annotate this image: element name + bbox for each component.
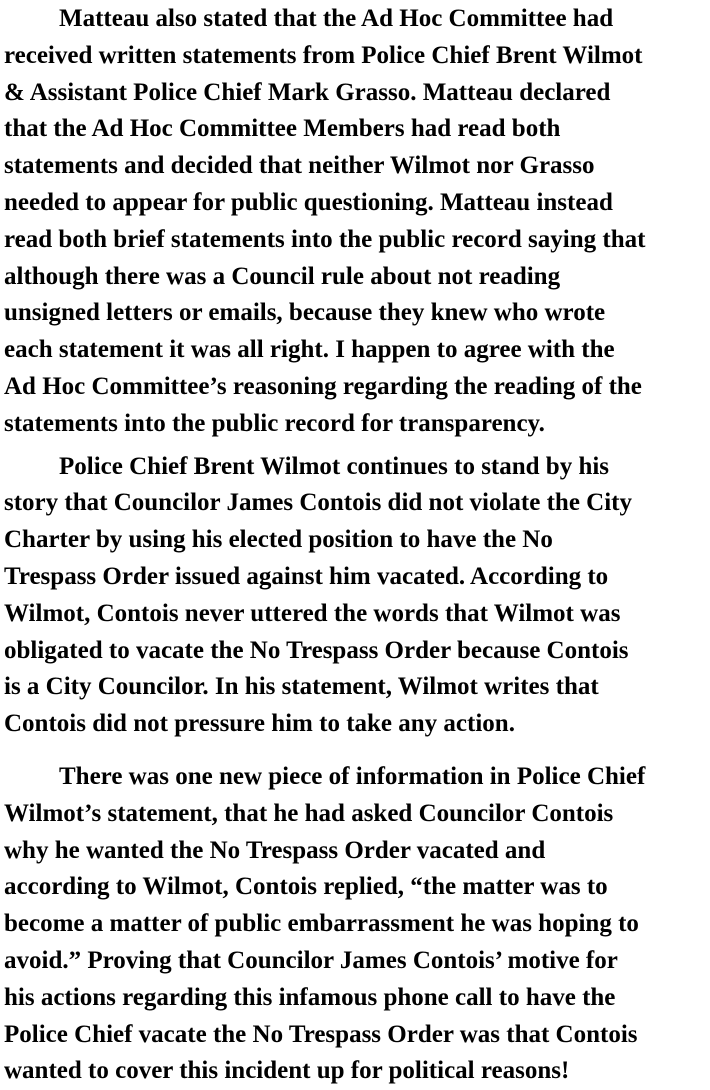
text-line: Wilmot’s statement, that he had asked Councilor Contois [4, 799, 614, 827]
paragraph-wilmot-stands-by-story [4, 449, 708, 743]
text-line: Contois did not pressure him to take any action. [4, 710, 515, 738]
text-line: avoid.” Proving that Councilor James Contois’ motive for [4, 946, 618, 974]
text-line: read both brief statements into the public record saying that [4, 225, 646, 253]
text-line: Police Chief Brent Wilmot continues to stand by his [59, 452, 610, 480]
text-line: is a City Councilor. In his statement, Wilmot writes that [4, 673, 599, 701]
text-line: Matteau also stated that the Ad Hoc Committee had [59, 5, 614, 32]
text-line: obligated to vacate the No Trespass Order because Contois [4, 636, 629, 664]
text-line: wanted to cover this incident up for political reasons! [4, 1057, 570, 1085]
text-line: why he wanted the No Trespass Order vacated and [4, 836, 546, 864]
text-line: unsigned letters or emails, because they knew who wrote [4, 299, 606, 327]
text-line: statements into the public record for transparency. [4, 409, 545, 437]
text-line: according to Wilmot, Contois replied, “the matter was to [4, 873, 608, 901]
text-line: & Assistant Police Chief Mark Grasso. Matteau declared [4, 78, 611, 106]
text-line: although there was a Council rule about not reading [4, 262, 561, 290]
text-line: his actions regarding this infamous phone call to have the [4, 983, 616, 1011]
text-line: Charter by using his elected position to have the No [4, 526, 553, 554]
paragraph-new-information [4, 759, 708, 1090]
text-line: statements and decided that neither Wilmot nor Grasso [4, 152, 595, 180]
text-line: story that Councilor James Contois did not violate the City [4, 489, 633, 517]
text-line: Ad Hoc Committee’s reasoning regarding the reading of the [4, 372, 642, 400]
text-line: each statement it was all right. I happen to agree with the [4, 336, 615, 364]
text-line: Wilmot, Contois never uttered the words that Wilmot was [4, 599, 621, 627]
text-line: Trespass Order issued against him vacated. According to [4, 562, 609, 590]
text-line: needed to appear for public questioning. Matteau instead [4, 188, 613, 216]
paragraph-ad-hoc-committee [4, 0, 708, 443]
text-line: received written statements from Police Chief Brent Wilmot [4, 41, 643, 69]
text-line: that the Ad Hoc Committee Members had read both [4, 115, 561, 143]
text-line: Police Chief vacate the No Trespass Order was that Contois [4, 1020, 638, 1048]
text-line: There was one new piece of information in Police Chief [59, 762, 646, 790]
text-line: become a matter of public embarrassment he was hoping to [4, 910, 639, 938]
